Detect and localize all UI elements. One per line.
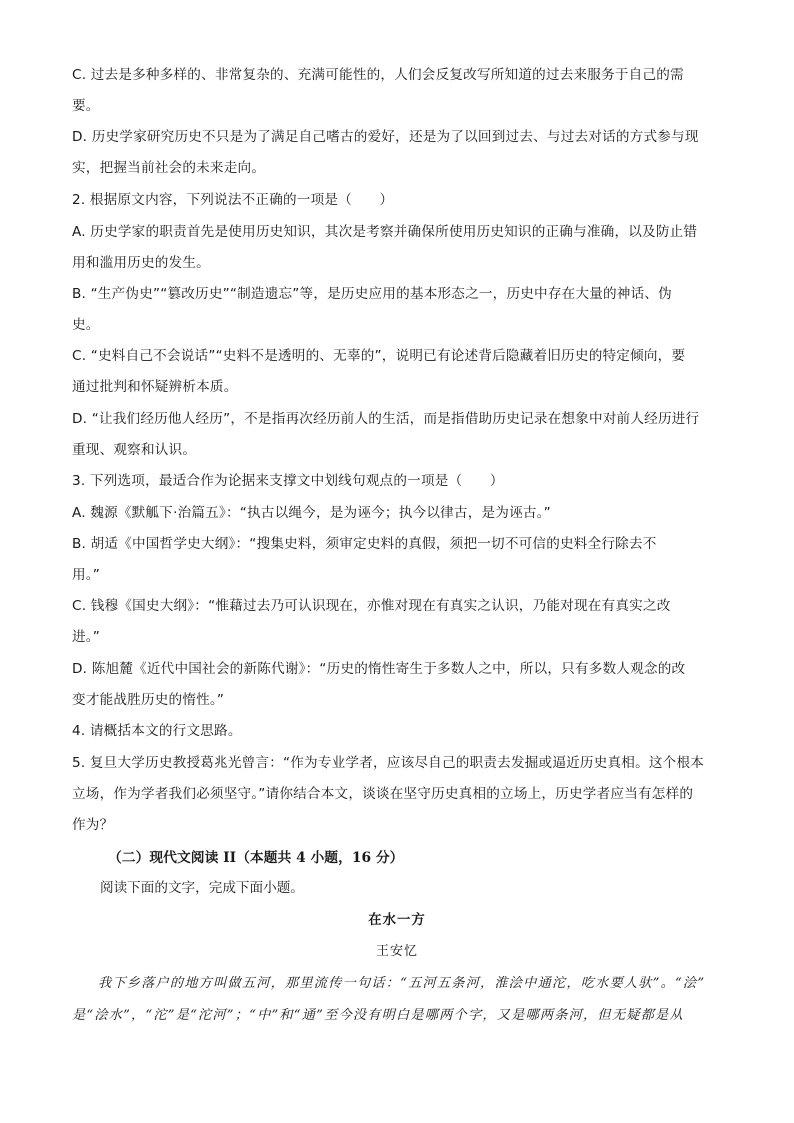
- text-line: B. 胡适《中国哲学史大纲》：“搜集史料，须审定史料的真假，须把一切不可信的史料全行除去不: [72, 536, 657, 552]
- reading-instruction: 阅读下面的文字，完成下面小题。: [100, 880, 304, 896]
- text-line: 作为？: [72, 817, 114, 834]
- text-line: A. 历史学家的职责首先是使用历史知识，其次是考察并确保所使用历史知识的正确与准确，以及防止错: [72, 224, 698, 240]
- text-line: 用。”: [72, 567, 101, 584]
- q3-option-d: [72, 654, 726, 716]
- text-line: 立场，作为学者我们必须坚守。”请你结合本文，谈谈在坚守历史真相的立场上，历史学者应当有怎样的: [72, 786, 694, 803]
- text-line: 重现、观察和认识。: [72, 442, 197, 459]
- text-line: C. “史料自己不会说话”“史料不是透明的、无辜的”，说明已有论述背后隐藏着旧历史的特定倾向，要: [72, 348, 686, 364]
- text-line: 实，把握当前社会的未来走向。: [72, 160, 266, 177]
- q2-option-c: [72, 341, 726, 403]
- q1-option-c: [72, 60, 726, 122]
- text-line: 用和滥用历史的发生。: [72, 255, 210, 272]
- article-paragraph: [72, 968, 726, 1032]
- text-line: 变才能战胜历史的惰性。”: [72, 692, 225, 709]
- q5-stem: [72, 748, 726, 842]
- question-stem: 2. 根据原文内容，下列说法不正确的一项是（ ）: [72, 192, 394, 208]
- text-line: 史。: [72, 317, 100, 334]
- text-line: 是“浍水”，“沱”是“沱河”；“中”和“通”至今没有明白是哪两个字，又是哪两条河，但无疑都是从: [72, 1008, 684, 1023]
- q3-option-c: [72, 591, 726, 653]
- question-stem: 3. 下列选项，最适合作为论据来支撑文中划线句观点的一项是（ ）: [72, 473, 504, 489]
- article-author: 王安忆: [375, 944, 418, 959]
- text-line: 5. 复旦大学历史教授葛兆光曾言：“作为专业学者，应该尽自己的职责去发掘或逼近历史真相。这个根本: [72, 755, 705, 771]
- text-line: C. 过去是多种多样的、非常复杂的、充满可能性的，人们会反复改写所知道的过去来服务于自己的需: [72, 67, 684, 83]
- text-line: 进。”: [72, 629, 101, 646]
- text-line: D. 历史学家研究历史不只是为了满足自己嗜古的爱好，还是为了以回到过去、与过去对话的方式参与现: [72, 129, 699, 145]
- q4-stem: [72, 716, 726, 747]
- q1-option-d: [72, 122, 726, 184]
- text-line: 要。: [72, 98, 100, 115]
- text-line: C. 钱穆《国史大纲》：“惟藉过去乃可认识现在，亦惟对现在有真实之认识，乃能对现在有真实之改: [72, 598, 671, 614]
- section-heading: （二）现代文阅读 II（本题共 4 小题，16 分）: [108, 850, 404, 866]
- article-title: 在水一方: [368, 912, 426, 928]
- q3-option-a: [72, 498, 726, 529]
- q2-option-d: [72, 404, 726, 466]
- text-line: D. 陈旭麓《近代中国社会的新陈代谢》：“历史的惰性寄生于多数人之中，所以，只有多数人观念的改: [72, 661, 686, 677]
- q2-stem: [72, 185, 726, 216]
- q2-option-b: [72, 279, 726, 341]
- question-stem: 4. 请概括本文的行文思路。: [72, 723, 242, 739]
- q3-option-b: [72, 529, 726, 591]
- q2-option-a: [72, 217, 726, 279]
- text-line: 通过批判和怀疑辨析本质。: [72, 379, 238, 396]
- text-line: B. “生产伪史”“篡改历史”“制造遗忘”等，是历史应用的基本形态之一，历史中存在大量的神话、伪: [72, 286, 672, 302]
- text-line: 我下乡落户的地方叫做五河，那里流传一句话：“五河五条河，淮浍中通沱，吃水要人驮”。“浍”: [98, 976, 706, 991]
- q3-stem: [72, 466, 726, 497]
- text-line: D. “让我们经历他人经历”，不是指再次经历前人的生活，而是指借助历史记录在想象中对前人经历进行: [72, 411, 700, 427]
- text-line: A. 魏源《默觚下·治篇五》：“执古以绳今，是为诬今；执今以律古，是为诬古。”: [72, 505, 551, 521]
